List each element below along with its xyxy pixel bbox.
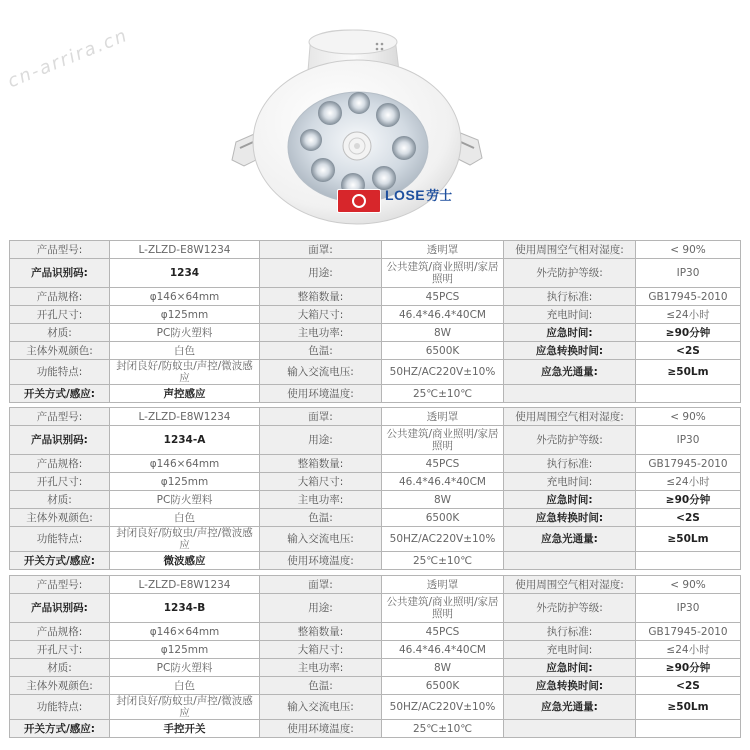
label-humidity: 使用周围空气相对湿度: [504, 241, 636, 259]
label-charge: 充电时间: [504, 641, 636, 659]
spec-row [10, 288, 741, 306]
value-power: 8W [382, 491, 504, 509]
label-color: 主体外观颜色: [10, 677, 110, 695]
value-charge: ≤24小时 [636, 641, 741, 659]
value-ip: IP30 [636, 594, 741, 623]
label-charge: 充电时间: [504, 306, 636, 324]
label-input-voltage: 输入交流电压: [260, 527, 382, 552]
value-usage: 公共建筑/商业照明/家居照明 [382, 594, 504, 623]
value-hole: φ125mm [110, 306, 260, 324]
spec-row [10, 491, 741, 509]
label-standard: 执行标准: [504, 455, 636, 473]
value-box-qty: 45PCS [382, 288, 504, 306]
spec-table-3 [9, 575, 741, 738]
empty-value-cell [636, 385, 741, 403]
label-features: 功能特点: [10, 527, 110, 552]
value-humidity: < 90% [636, 408, 741, 426]
label-humidity: 使用周围空气相对湿度: [504, 576, 636, 594]
value-features: 封闭良好/防蚊虫/声控/微波感应 [110, 527, 260, 552]
label-spec: 产品规格: [10, 455, 110, 473]
spec-row [10, 527, 741, 552]
value-env-temp: 25℃±10℃ [382, 552, 504, 570]
value-color: 白色 [110, 677, 260, 695]
value-cover: 透明罩 [382, 241, 504, 259]
value-color-temp: 6500K [382, 342, 504, 360]
label-box-qty: 整箱数量: [260, 288, 382, 306]
value-model: L-ZLZD-E8W1234 [110, 576, 260, 594]
value-humidity: < 90% [636, 576, 741, 594]
label-model: 产品型号: [10, 241, 110, 259]
label-id-code: 产品识别码: [10, 426, 110, 455]
label-switchover-time: 应急转换时间: [504, 342, 636, 360]
value-input-voltage: 50HZ/AC220V±10% [382, 695, 504, 720]
value-box-qty: 45PCS [382, 455, 504, 473]
label-power: 主电功率: [260, 659, 382, 677]
label-switchover-time: 应急转换时间: [504, 509, 636, 527]
value-charge: ≤24小时 [636, 306, 741, 324]
value-color: 白色 [110, 342, 260, 360]
value-carton: 46.4*46.4*40CM [382, 641, 504, 659]
value-ip: IP30 [636, 259, 741, 288]
value-switchover-time: <2S [636, 342, 741, 360]
label-color-temp: 色温: [260, 342, 382, 360]
value-emergency-flux: ≥50Lm [636, 527, 741, 552]
value-input-voltage: 50HZ/AC220V±10% [382, 527, 504, 552]
empty-value-cell [636, 552, 741, 570]
label-features: 功能特点: [10, 695, 110, 720]
label-emergency-flux: 应急光通量: [504, 527, 636, 552]
label-input-voltage: 输入交流电压: [260, 360, 382, 385]
sensor-center [343, 132, 371, 160]
spec-row [10, 509, 741, 527]
label-power: 主电功率: [260, 324, 382, 342]
label-cover: 面罩: [260, 241, 382, 259]
label-color: 主体外观颜色: [10, 509, 110, 527]
value-switchover-time: <2S [636, 509, 741, 527]
label-id-code: 产品识别码: [10, 259, 110, 288]
value-emergency-flux: ≥50Lm [636, 695, 741, 720]
value-spec: φ146×64mm [110, 623, 260, 641]
label-material: 材质: [10, 659, 110, 677]
value-ip: IP30 [636, 426, 741, 455]
empty-label-cell [504, 720, 636, 738]
value-emergency-time: ≥90分钟 [636, 491, 741, 509]
value-id-code: 1234-B [110, 594, 260, 623]
value-switch: 手控开关 [110, 720, 260, 738]
label-standard: 执行标准: [504, 623, 636, 641]
value-emergency-time: ≥90分钟 [636, 659, 741, 677]
value-material: PC防火塑料 [110, 659, 260, 677]
label-cover: 面罩: [260, 408, 382, 426]
watermark: cn-arrira.cn [4, 24, 132, 93]
label-humidity: 使用周围空气相对湿度: [504, 408, 636, 426]
value-model: L-ZLZD-E8W1234 [110, 241, 260, 259]
spec-row [10, 552, 741, 570]
label-emergency-flux: 应急光通量: [504, 695, 636, 720]
brand-name-en: LOSE [385, 187, 426, 203]
value-env-temp: 25℃±10℃ [382, 720, 504, 738]
value-cover: 透明罩 [382, 576, 504, 594]
value-input-voltage: 50HZ/AC220V±10% [382, 360, 504, 385]
value-cover: 透明罩 [382, 408, 504, 426]
spec-row [10, 455, 741, 473]
badge-ring-icon [352, 194, 366, 208]
label-carton: 大箱尺寸: [260, 641, 382, 659]
label-color-temp: 色温: [260, 509, 382, 527]
label-ip: 外壳防护等级: [504, 426, 636, 455]
empty-label-cell [504, 385, 636, 403]
fire-safety-badge [337, 189, 381, 213]
value-material: PC防火塑料 [110, 324, 260, 342]
value-usage: 公共建筑/商业照明/家居照明 [382, 259, 504, 288]
spec-row [10, 241, 741, 259]
product-image [0, 0, 750, 238]
spec-row [10, 473, 741, 491]
value-hole: φ125mm [110, 641, 260, 659]
value-power: 8W [382, 659, 504, 677]
value-switch: 声控感应 [110, 385, 260, 403]
label-input-voltage: 输入交流电压: [260, 695, 382, 720]
spec-row [10, 641, 741, 659]
spec-row [10, 408, 741, 426]
label-cover: 面罩: [260, 576, 382, 594]
spec-row [10, 659, 741, 677]
value-box-qty: 45PCS [382, 623, 504, 641]
value-features: 封闭良好/防蚊虫/声控/微波感应 [110, 695, 260, 720]
value-standard: GB17945-2010 [636, 288, 741, 306]
label-emergency-time: 应急时间: [504, 324, 636, 342]
label-spec: 产品规格: [10, 288, 110, 306]
label-box-qty: 整箱数量: [260, 455, 382, 473]
value-id-code: 1234 [110, 259, 260, 288]
spec-row [10, 306, 741, 324]
label-standard: 执行标准: [504, 288, 636, 306]
label-charge: 充电时间: [504, 473, 636, 491]
spec-row [10, 426, 741, 455]
label-hole: 开孔尺寸: [10, 641, 110, 659]
label-switch: 开关方式/感应: [10, 720, 110, 738]
spec-row [10, 623, 741, 641]
label-color-temp: 色温: [260, 677, 382, 695]
empty-value-cell [636, 720, 741, 738]
value-humidity: < 90% [636, 241, 741, 259]
label-model: 产品型号: [10, 408, 110, 426]
label-usage: 用途: [260, 594, 382, 623]
value-standard: GB17945-2010 [636, 623, 741, 641]
value-standard: GB17945-2010 [636, 455, 741, 473]
label-features: 功能特点: [10, 360, 110, 385]
value-emergency-flux: ≥50Lm [636, 360, 741, 385]
label-switch: 开关方式/感应: [10, 552, 110, 570]
label-carton: 大箱尺寸: [260, 306, 382, 324]
label-emergency-time: 应急时间: [504, 491, 636, 509]
label-color: 主体外观颜色: [10, 342, 110, 360]
label-power: 主电功率: [260, 491, 382, 509]
spec-row [10, 720, 741, 738]
value-features: 封闭良好/防蚊虫/声控/微波感应 [110, 360, 260, 385]
value-color: 白色 [110, 509, 260, 527]
label-env-temp: 使用环境温度: [260, 385, 382, 403]
label-carton: 大箱尺寸: [260, 473, 382, 491]
value-switch: 微波感应 [110, 552, 260, 570]
brand-logo [385, 185, 452, 205]
spec-row [10, 576, 741, 594]
value-usage: 公共建筑/商业照明/家居照明 [382, 426, 504, 455]
spec-row [10, 695, 741, 720]
value-charge: ≤24小时 [636, 473, 741, 491]
spec-row [10, 385, 741, 403]
spec-table-2 [9, 407, 741, 570]
label-env-temp: 使用环境温度: [260, 720, 382, 738]
label-material: 材质: [10, 324, 110, 342]
value-power: 8W [382, 324, 504, 342]
value-color-temp: 6500K [382, 677, 504, 695]
spec-row [10, 360, 741, 385]
value-model: L-ZLZD-E8W1234 [110, 408, 260, 426]
value-emergency-time: ≥90分钟 [636, 324, 741, 342]
spec-table-1 [9, 240, 741, 403]
value-color-temp: 6500K [382, 509, 504, 527]
value-material: PC防火塑料 [110, 491, 260, 509]
empty-label-cell [504, 552, 636, 570]
value-switchover-time: <2S [636, 677, 741, 695]
label-env-temp: 使用环境温度: [260, 552, 382, 570]
spec-row [10, 342, 741, 360]
label-hole: 开孔尺寸: [10, 306, 110, 324]
label-switchover-time: 应急转换时间: [504, 677, 636, 695]
label-switch: 开关方式/感应: [10, 385, 110, 403]
label-model: 产品型号: [10, 576, 110, 594]
value-carton: 46.4*46.4*40CM [382, 473, 504, 491]
label-hole: 开孔尺寸: [10, 473, 110, 491]
label-emergency-time: 应急时间: [504, 659, 636, 677]
brand-name-cn: 劳士 [426, 188, 453, 203]
label-ip: 外壳防护等级: [504, 259, 636, 288]
spec-row [10, 259, 741, 288]
label-usage: 用途: [260, 426, 382, 455]
label-ip: 外壳防护等级: [504, 594, 636, 623]
value-id-code: 1234-A [110, 426, 260, 455]
label-id-code: 产品识别码: [10, 594, 110, 623]
spec-row [10, 594, 741, 623]
label-box-qty: 整箱数量: [260, 623, 382, 641]
spec-row [10, 324, 741, 342]
value-hole: φ125mm [110, 473, 260, 491]
value-spec: φ146×64mm [110, 288, 260, 306]
label-emergency-flux: 应急光通量: [504, 360, 636, 385]
value-spec: φ146×64mm [110, 455, 260, 473]
value-env-temp: 25℃±10℃ [382, 385, 504, 403]
value-carton: 46.4*46.4*40CM [382, 306, 504, 324]
spec-row [10, 677, 741, 695]
label-material: 材质: [10, 491, 110, 509]
label-usage: 用途: [260, 259, 382, 288]
label-spec: 产品规格: [10, 623, 110, 641]
